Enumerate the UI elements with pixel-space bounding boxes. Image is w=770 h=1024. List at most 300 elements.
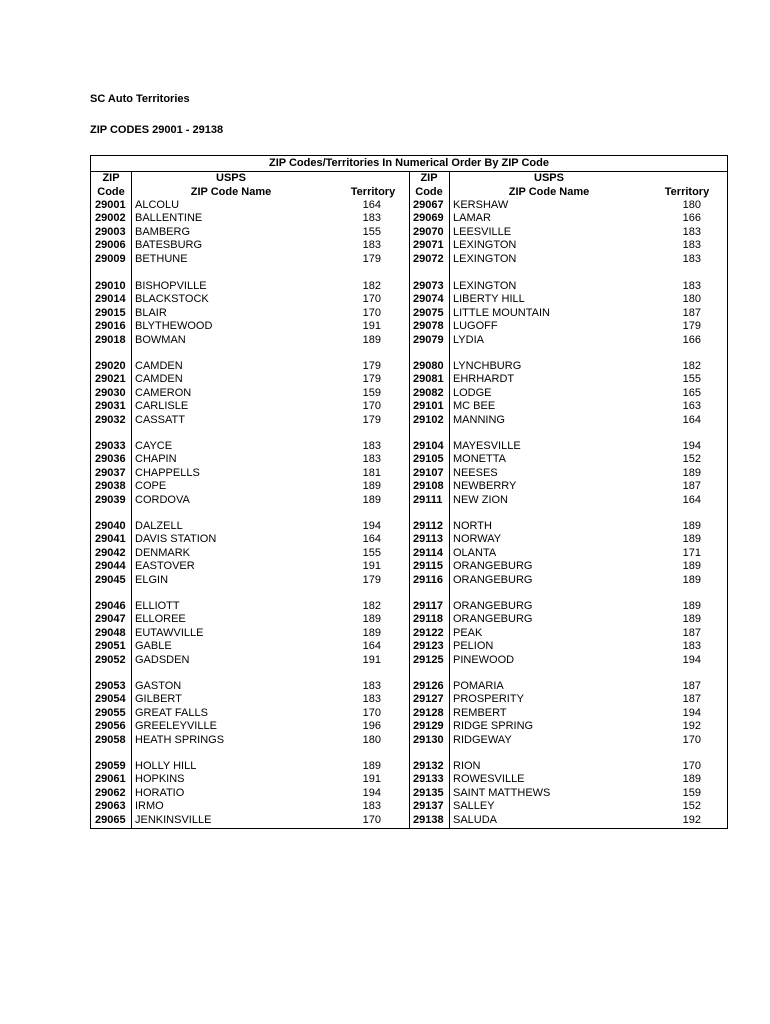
table-row <box>91 787 727 800</box>
table-row <box>91 574 727 587</box>
zip-code-right: 29112 <box>413 520 443 532</box>
zip-code-right: 29126 <box>413 680 444 692</box>
territory-right: 187 <box>682 626 701 639</box>
zip-code-right: 29129 <box>413 720 444 733</box>
table-row <box>91 280 727 293</box>
table-row <box>91 494 727 507</box>
table-row <box>91 720 727 733</box>
zip-name-right: NORTH <box>453 520 492 532</box>
zip-code-right: 29111 <box>413 493 443 506</box>
table-row <box>91 440 727 453</box>
table-row <box>91 226 727 239</box>
zip-code-left: 29063 <box>95 800 126 813</box>
zip-code-left: 29047 <box>95 613 126 626</box>
zip-code-right: 29130 <box>413 733 444 746</box>
territory-left: 179 <box>362 413 381 426</box>
zip-name-right: ORANGEBURG <box>453 600 533 612</box>
zip-name-left: ELGIN <box>135 573 169 586</box>
zip-code-left: 29040 <box>95 520 126 532</box>
table-row <box>91 414 727 427</box>
table-row <box>91 760 727 773</box>
territory-right: 166 <box>682 212 701 225</box>
zip-code-left: 29051 <box>95 640 126 653</box>
header-zip-left <box>91 172 131 199</box>
zip-code-right: 29133 <box>413 773 444 786</box>
header-name-right <box>449 172 649 199</box>
zip-code-left: 29037 <box>95 466 126 479</box>
table-row <box>91 480 727 493</box>
zip-name-right: RION <box>453 760 481 772</box>
zip-code-right: 29101 <box>413 400 444 413</box>
table-row <box>91 640 727 653</box>
zip-code-left: 29039 <box>95 493 126 506</box>
zip-name-left: BLACKSTOCK <box>135 293 209 306</box>
zip-name-right: MONETTA <box>453 453 506 466</box>
territory-left: 191 <box>362 560 381 573</box>
territory-left: 183 <box>362 680 381 692</box>
zip-code-left: 29058 <box>95 733 126 746</box>
zip-name-left: HOLLY HILL <box>135 760 197 772</box>
zip-name-left: DALZELL <box>135 520 183 532</box>
zip-code-right: 29122 <box>413 626 444 639</box>
zip-code-left: 29046 <box>95 600 126 612</box>
zip-code-right: 29070 <box>413 225 444 238</box>
zip-name-left: CASSATT <box>135 413 185 426</box>
territory-right: 189 <box>682 773 701 786</box>
zip-name-left: COPE <box>135 480 167 493</box>
territory-left: 170 <box>362 813 381 826</box>
zip-code-left: 29059 <box>95 760 126 772</box>
zip-code-right: 29115 <box>413 560 443 573</box>
territory-right: 180 <box>682 293 701 306</box>
table-row <box>91 453 727 466</box>
table-row <box>91 467 727 480</box>
territory-left: 196 <box>362 720 381 733</box>
zip-name-left: ELLIOTT <box>135 600 180 612</box>
territory-right: 163 <box>682 400 701 413</box>
header-zip-line1: ZIP <box>420 172 438 184</box>
territory-right: 187 <box>682 480 701 493</box>
table-row <box>91 307 727 320</box>
zip-name-left: DENMARK <box>135 546 191 559</box>
table-row <box>91 334 727 347</box>
zip-name-left: GASTON <box>135 680 182 692</box>
zip-name-right: LUGOFF <box>453 320 498 333</box>
territory-left: 181 <box>362 466 381 479</box>
header-zip-right <box>409 172 449 199</box>
territory-left: 189 <box>362 760 381 772</box>
territory-right: 189 <box>682 466 701 479</box>
territory-left: 183 <box>362 440 381 452</box>
table-row <box>91 239 727 252</box>
territory-left: 170 <box>362 306 381 319</box>
zip-code-left: 29009 <box>95 252 126 265</box>
row-group <box>91 680 727 750</box>
table-row <box>91 814 727 827</box>
zip-code-right: 29117 <box>413 600 443 612</box>
zip-name-right: PINEWOOD <box>453 653 515 666</box>
zip-code-left: 29003 <box>95 225 126 238</box>
zip-code-left: 29045 <box>95 573 126 586</box>
zip-name-left: HORATIO <box>135 786 185 799</box>
header-name-line2: ZIP Code Name <box>508 185 590 198</box>
zip-name-right: ROWESVILLE <box>453 773 525 786</box>
row-group <box>91 280 727 350</box>
territory-right: 170 <box>682 733 701 746</box>
zip-code-right: 29069 <box>413 212 444 225</box>
zip-name-right: NORWAY <box>453 533 502 546</box>
territory-left: 189 <box>362 493 381 506</box>
zip-code-right: 29128 <box>413 706 444 719</box>
territory-left: 179 <box>362 373 381 386</box>
territory-right: 155 <box>682 373 701 386</box>
territory-right: 189 <box>682 520 701 532</box>
document-title: SC Auto Territories <box>90 93 190 105</box>
table-row <box>91 293 727 306</box>
zip-name-right: PEAK <box>453 626 483 639</box>
header-name-line1: USPS <box>216 172 246 184</box>
table-row <box>91 212 727 225</box>
zip-name-left: BETHUNE <box>135 252 188 265</box>
zip-code-left: 29044 <box>95 560 126 573</box>
zip-code-left: 29056 <box>95 720 126 733</box>
zip-name-right: NEW ZION <box>453 493 508 506</box>
table-row <box>91 693 727 706</box>
territory-left: 159 <box>362 386 381 399</box>
territory-left: 164 <box>362 640 381 653</box>
zip-name-left: GREELEYVILLE <box>135 720 217 733</box>
zip-name-right: MC BEE <box>453 400 496 413</box>
zip-code-left: 29038 <box>95 480 126 493</box>
zip-code-right: 29078 <box>413 320 444 333</box>
territory-right: 192 <box>682 813 701 826</box>
territory-right: 159 <box>682 786 701 799</box>
territory-right: 183 <box>682 640 701 653</box>
zip-code-left: 29065 <box>95 813 126 826</box>
zip-code-left: 29030 <box>95 386 126 399</box>
territory-left: 189 <box>362 333 381 346</box>
zip-code-right: 29114 <box>413 546 443 559</box>
territory-left: 191 <box>362 773 381 786</box>
table-row <box>91 253 727 266</box>
zip-code-left: 29014 <box>95 293 126 306</box>
row-group <box>91 600 727 670</box>
table-row <box>91 520 727 533</box>
zip-code-right: 29137 <box>413 800 444 813</box>
territory-left: 170 <box>362 400 381 413</box>
zip-code-left: 29016 <box>95 320 126 333</box>
zip-code-left: 29055 <box>95 706 126 719</box>
zip-name-left: HOPKINS <box>135 773 185 786</box>
zip-code-right: 29135 <box>413 786 444 799</box>
zip-code-right: 29116 <box>413 573 443 586</box>
territory-left: 183 <box>362 453 381 466</box>
territory-left: 179 <box>362 573 381 586</box>
zip-name-right: SALUDA <box>453 813 498 826</box>
zip-code-right: 29079 <box>413 333 444 346</box>
zip-name-left: BAMBERG <box>135 225 191 238</box>
zip-name-right: EHRHARDT <box>453 373 515 386</box>
territory-right: 187 <box>682 693 701 706</box>
territory-left: 170 <box>362 706 381 719</box>
zip-name-left: BLAIR <box>135 306 167 319</box>
zip-code-right: 29074 <box>413 293 444 306</box>
territory-left: 191 <box>362 653 381 666</box>
territory-right: 182 <box>682 360 701 372</box>
zip-name-right: SALLEY <box>453 800 495 813</box>
zip-name-right: LYDIA <box>453 333 484 346</box>
zip-name-left: BLYTHEWOOD <box>135 320 213 333</box>
zip-name-right: ORANGEBURG <box>453 613 533 626</box>
zip-code-right: 29108 <box>413 480 444 493</box>
table-row <box>91 627 727 640</box>
zip-name-right: LITTLE MOUNTAIN <box>453 306 550 319</box>
territory-right: 187 <box>682 306 701 319</box>
zip-code-right: 29080 <box>413 360 444 372</box>
territory-left: 179 <box>362 360 381 372</box>
zip-code-right: 29127 <box>413 693 444 706</box>
territory-left: 189 <box>362 480 381 493</box>
zip-name-left: JENKINSVILLE <box>135 813 212 826</box>
zip-code-right: 29102 <box>413 413 444 426</box>
territory-right: 183 <box>682 225 701 238</box>
table-row <box>91 707 727 720</box>
zip-name-right: PELION <box>453 640 494 653</box>
zip-code-left: 29054 <box>95 693 126 706</box>
territory-left: 194 <box>362 520 381 532</box>
zip-code-left: 29033 <box>95 440 126 452</box>
zip-name-right: LEXINGTON <box>453 252 517 265</box>
territory-right: 164 <box>682 413 701 426</box>
zip-code-right: 29132 <box>413 760 444 772</box>
zip-code-right: 29082 <box>413 386 444 399</box>
territory-right: 194 <box>682 706 701 719</box>
zip-code-left: 29062 <box>95 786 126 799</box>
zip-name-left: GADSDEN <box>135 653 190 666</box>
zip-code-left: 29018 <box>95 333 126 346</box>
zip-code-left: 29032 <box>95 413 126 426</box>
table-row <box>91 547 727 560</box>
territory-left: 179 <box>362 252 381 265</box>
header-name-left <box>131 172 331 199</box>
territory-right: 189 <box>682 613 701 626</box>
territory-right: 179 <box>682 320 701 333</box>
territory-left: 182 <box>362 600 381 612</box>
row-group <box>91 360 727 430</box>
zip-code-right: 29075 <box>413 306 444 319</box>
zip-name-left: CAYCE <box>135 440 173 452</box>
table-row <box>91 387 727 400</box>
zip-code-left: 29061 <box>95 773 126 786</box>
zip-code-right: 29123 <box>413 640 444 653</box>
table-row <box>91 533 727 546</box>
table-caption: ZIP Codes/Territories In Numerical Order By ZIP Code <box>269 157 549 169</box>
territory-right: 189 <box>682 560 701 573</box>
territory-left: 155 <box>362 225 381 238</box>
zip-code-right: 29125 <box>413 653 444 666</box>
territory-left: 183 <box>362 239 381 252</box>
zip-code-right: 29067 <box>413 199 444 211</box>
zip-code-right: 29138 <box>413 813 444 826</box>
territory-left: 189 <box>362 626 381 639</box>
zip-name-right: LEXINGTON <box>453 280 517 292</box>
zip-name-right: OLANTA <box>453 546 497 559</box>
header-zip-line1: ZIP <box>102 172 120 184</box>
zip-code-left: 29001 <box>95 199 126 211</box>
zip-name-left: EUTAWVILLE <box>135 626 204 639</box>
zip-name-right: NEWBERRY <box>453 480 517 493</box>
header-name-line2: ZIP Code Name <box>190 185 272 198</box>
table-row <box>91 199 727 212</box>
zip-name-right: SAINT MATTHEWS <box>453 786 551 799</box>
zip-name-left: GILBERT <box>135 693 182 706</box>
zip-code-left: 29036 <box>95 453 126 466</box>
header-territory-right: Territory <box>664 185 710 198</box>
territory-left: 183 <box>362 693 381 706</box>
header-zip-line2: Code <box>97 185 125 198</box>
row-group <box>91 760 727 830</box>
header-zip-line2: Code <box>415 185 443 198</box>
territory-right: 189 <box>682 573 701 586</box>
territory-right: 180 <box>682 199 701 211</box>
zip-name-right: REMBERT <box>453 706 507 719</box>
row-group <box>91 199 727 269</box>
zip-name-left: CAMDEN <box>135 373 183 386</box>
territory-right: 194 <box>682 440 701 452</box>
zip-code-left: 29053 <box>95 680 126 692</box>
zip-code-left: 29042 <box>95 546 126 559</box>
zip-name-left: IRMO <box>135 800 164 813</box>
zip-name-left: CAMDEN <box>135 360 183 372</box>
territory-left: 170 <box>362 293 381 306</box>
zip-code-left: 29015 <box>95 306 126 319</box>
territory-left: 191 <box>362 320 381 333</box>
zip-code-left: 29002 <box>95 212 126 225</box>
table-row <box>91 800 727 813</box>
zip-name-left: ELLOREE <box>135 613 186 626</box>
zip-name-left: BALLENTINE <box>135 212 203 225</box>
table-row <box>91 560 727 573</box>
territory-left: 182 <box>362 280 381 292</box>
zip-name-right: LAMAR <box>453 212 491 225</box>
zip-code-left: 29031 <box>95 400 126 413</box>
zip-name-left: GREAT FALLS <box>135 706 208 719</box>
zip-name-right: NEESES <box>453 466 498 479</box>
territory-right: 152 <box>682 453 701 466</box>
zip-name-left: CHAPIN <box>135 453 177 466</box>
table-row <box>91 600 727 613</box>
zip-code-right: 29104 <box>413 440 444 452</box>
zip-name-right: LYNCHBURG <box>453 360 522 372</box>
zip-name-right: LODGE <box>453 386 492 399</box>
zip-territory-table <box>90 155 728 829</box>
zip-name-left: DAVIS STATION <box>135 533 217 546</box>
zip-name-left: BATESBURG <box>135 239 203 252</box>
territory-left: 180 <box>362 733 381 746</box>
zip-code-right: 29072 <box>413 252 444 265</box>
territory-right: 152 <box>682 800 701 813</box>
table-row <box>91 734 727 747</box>
header-territory-left: Territory <box>350 185 396 198</box>
territory-right: 183 <box>682 280 701 292</box>
territory-right: 194 <box>682 653 701 666</box>
zip-code-right: 29105 <box>413 453 444 466</box>
zip-name-right: LEESVILLE <box>453 225 512 238</box>
zip-name-right: MAYESVILLE <box>453 440 521 452</box>
zip-code-left: 29021 <box>95 373 126 386</box>
territory-right: 164 <box>682 493 701 506</box>
zip-name-right: KERSHAW <box>453 199 509 211</box>
territory-left: 194 <box>362 786 381 799</box>
territory-right: 192 <box>682 720 701 733</box>
document-subtitle: ZIP CODES 29001 - 29138 <box>90 124 224 136</box>
territory-left: 183 <box>362 800 381 813</box>
table-row <box>91 613 727 626</box>
territory-right: 187 <box>682 680 701 692</box>
territory-right: 189 <box>682 533 701 546</box>
table-row <box>91 773 727 786</box>
territory-right: 183 <box>682 239 701 252</box>
table-row <box>91 373 727 386</box>
zip-code-right: 29118 <box>413 613 443 626</box>
zip-name-right: RIDGE SPRING <box>453 720 534 733</box>
territory-left: 155 <box>362 546 381 559</box>
zip-name-right: ORANGEBURG <box>453 573 533 586</box>
zip-name-right: PROSPERITY <box>453 693 524 706</box>
table-row <box>91 320 727 333</box>
zip-code-left: 29041 <box>95 533 126 546</box>
zip-name-right: LEXINGTON <box>453 239 517 252</box>
zip-name-left: CARLISLE <box>135 400 189 413</box>
table-row <box>91 360 727 373</box>
territory-left: 164 <box>362 533 381 546</box>
row-group <box>91 440 727 510</box>
zip-name-left: ALCOLU <box>135 199 180 211</box>
zip-name-left: BOWMAN <box>135 333 186 346</box>
table-row <box>91 654 727 667</box>
zip-code-left: 29020 <box>95 360 126 372</box>
zip-code-left: 29006 <box>95 239 126 252</box>
territory-left: 164 <box>362 199 381 211</box>
zip-name-left: CHAPPELLS <box>135 466 200 479</box>
zip-name-left: GABLE <box>135 640 172 653</box>
zip-code-right: 29071 <box>413 239 444 252</box>
territory-right: 166 <box>682 333 701 346</box>
zip-code-left: 29048 <box>95 626 126 639</box>
row-group <box>91 520 727 590</box>
zip-code-right: 29107 <box>413 466 444 479</box>
zip-name-left: HEATH SPRINGS <box>135 733 225 746</box>
zip-name-right: ORANGEBURG <box>453 560 533 573</box>
table-row <box>91 400 727 413</box>
zip-name-left: BISHOPVILLE <box>135 280 207 292</box>
territory-right: 183 <box>682 252 701 265</box>
zip-name-right: LIBERTY HILL <box>453 293 525 306</box>
zip-code-right: 29073 <box>413 280 444 292</box>
zip-code-left: 29052 <box>95 653 126 666</box>
zip-name-left: CAMERON <box>135 386 192 399</box>
territory-right: 189 <box>682 600 701 612</box>
zip-name-right: RIDGEWAY <box>453 733 512 746</box>
territory-right: 170 <box>682 760 701 772</box>
territory-right: 171 <box>682 546 701 559</box>
zip-name-right: MANNING <box>453 413 505 426</box>
territory-left: 183 <box>362 212 381 225</box>
header-name-line1: USPS <box>534 172 564 184</box>
zip-code-right: 29081 <box>413 373 444 386</box>
zip-name-right: POMARIA <box>453 680 504 692</box>
territory-left: 189 <box>362 613 381 626</box>
